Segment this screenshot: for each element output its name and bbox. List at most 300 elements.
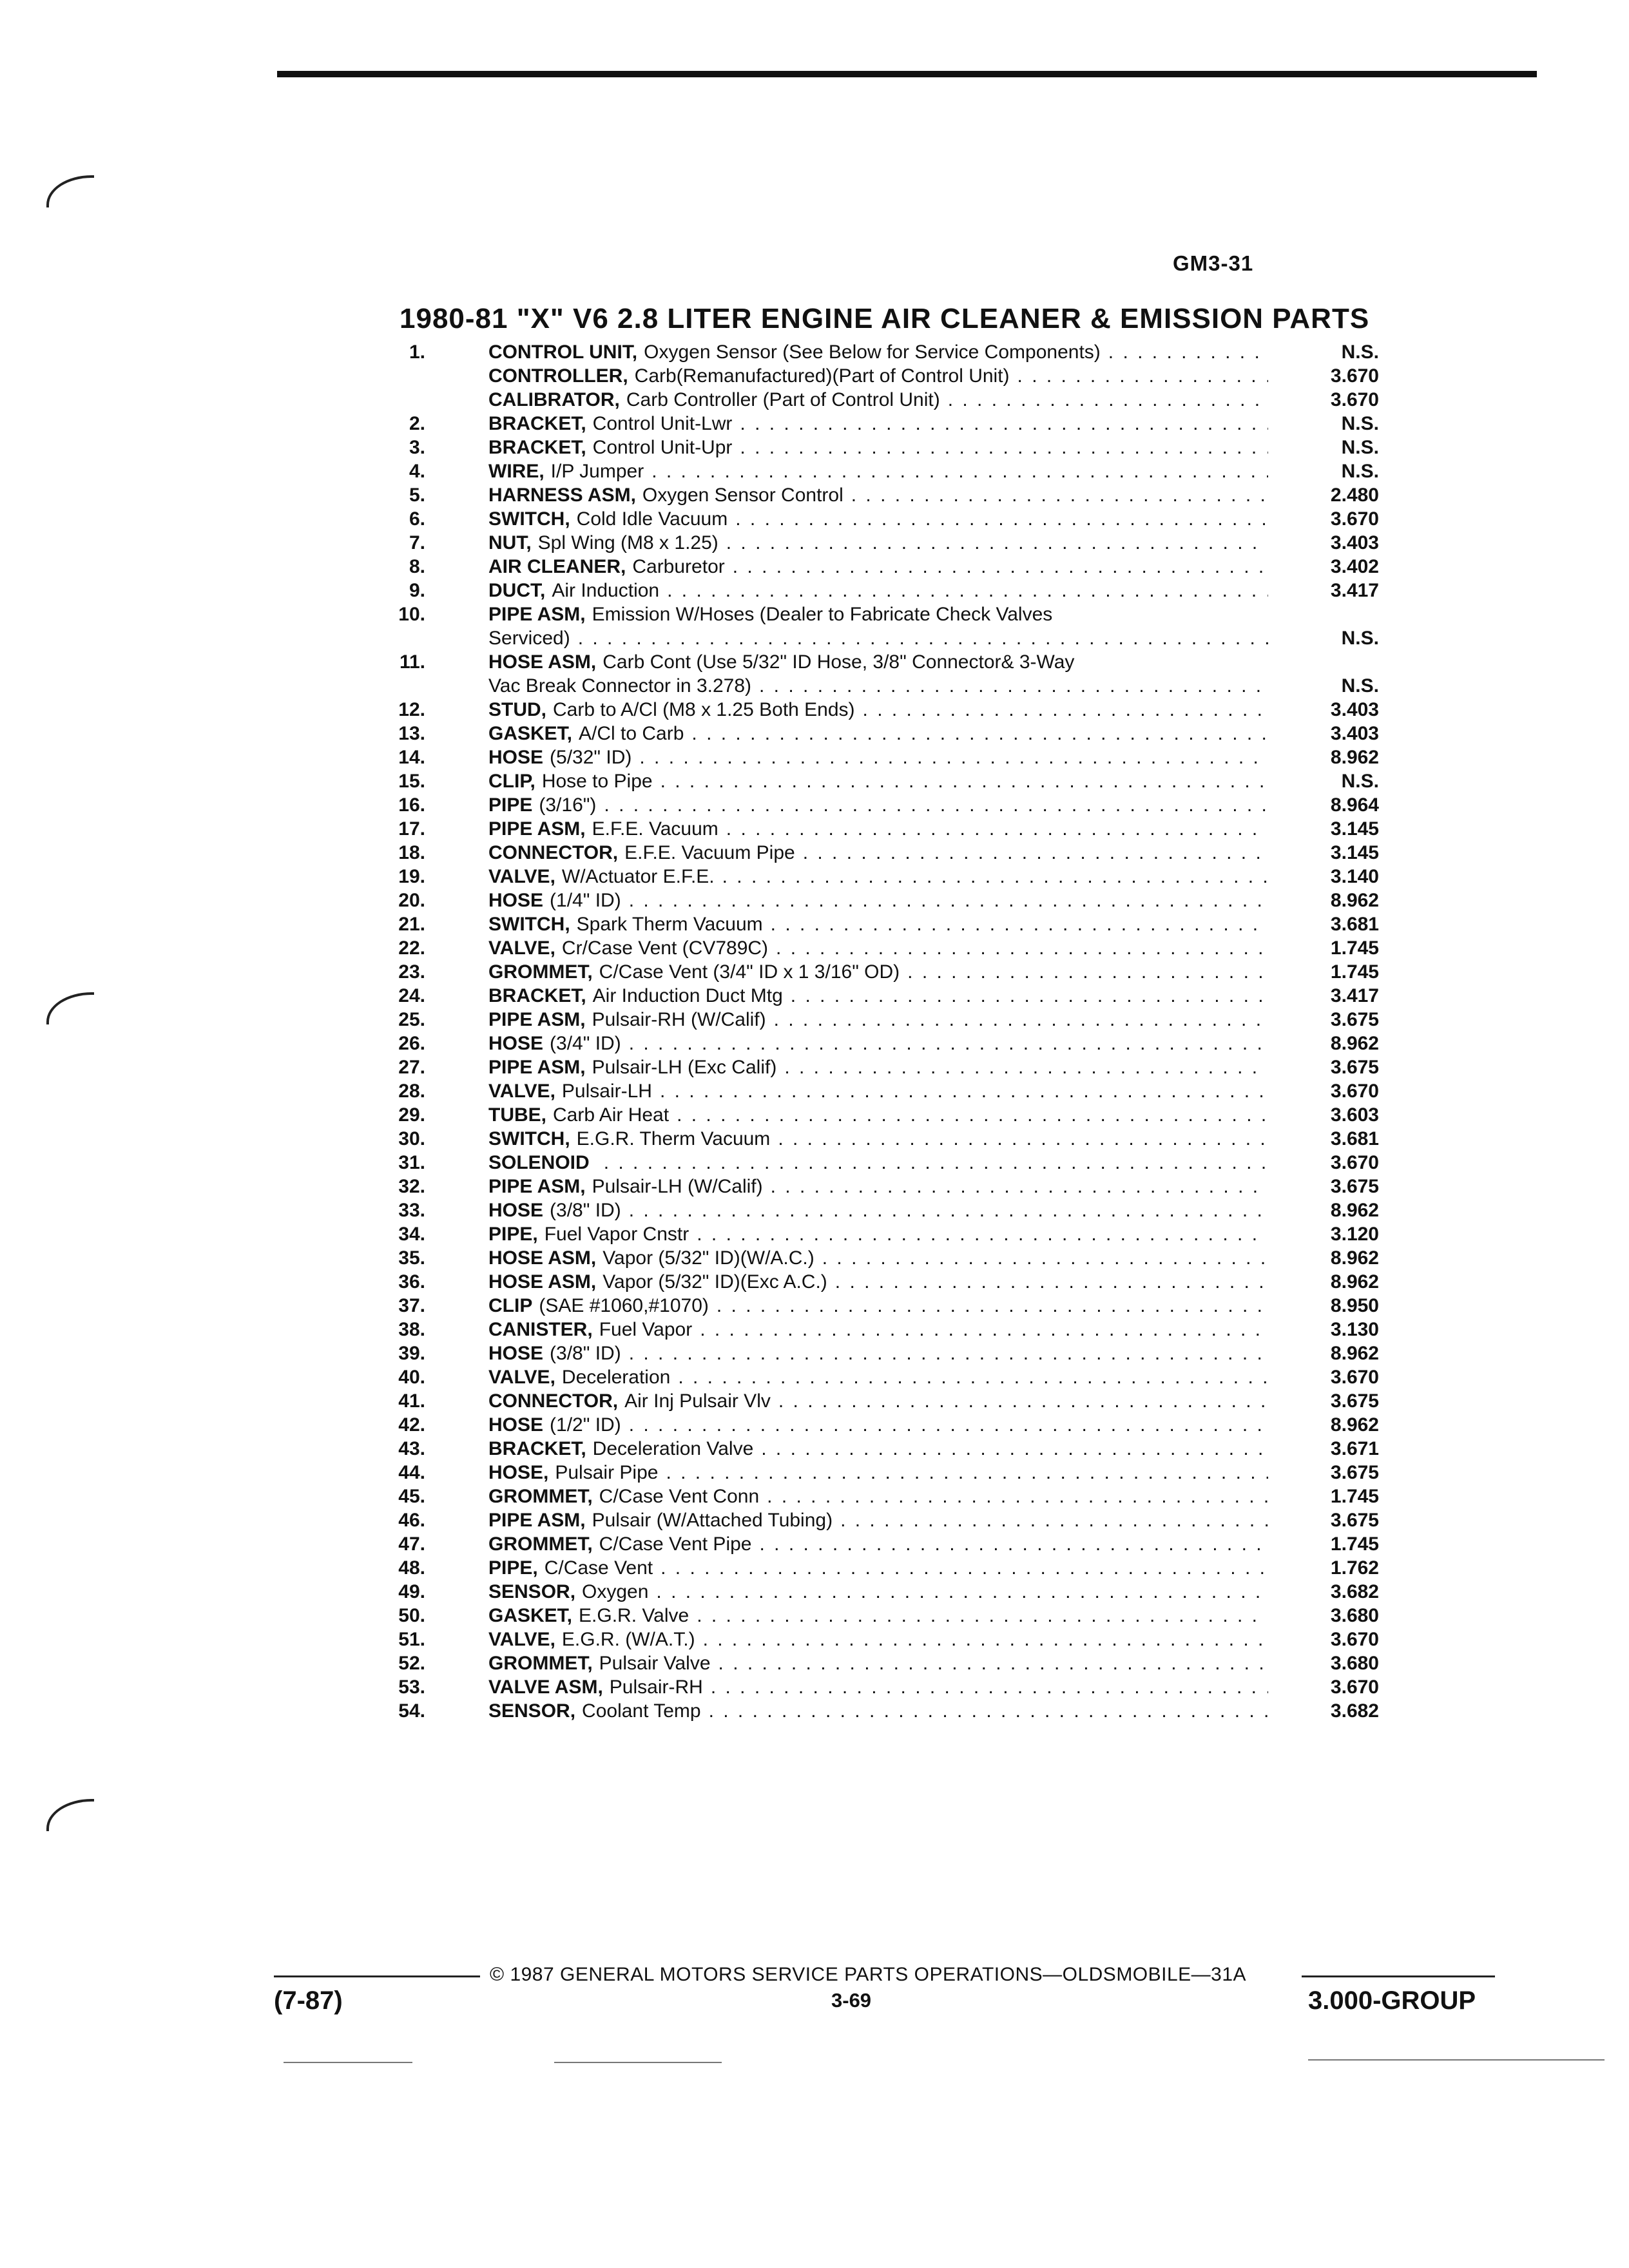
part-row xyxy=(387,1270,1379,1294)
part-row xyxy=(387,889,1379,912)
group-reference: 8.950 xyxy=(1330,1295,1379,1316)
part-name: PIPE ASM, xyxy=(488,1057,586,1078)
part-entry xyxy=(488,1485,1276,1508)
part-entry xyxy=(488,340,1276,364)
part-row xyxy=(387,793,1379,817)
leader-dots xyxy=(578,626,1268,650)
leader-dots xyxy=(733,555,1268,579)
group-reference: 3.675 xyxy=(1330,1009,1379,1030)
group-reference: 8.962 xyxy=(1330,1200,1379,1221)
part-name: HOSE xyxy=(488,1414,544,1436)
leader-dots xyxy=(629,1032,1268,1055)
part-row xyxy=(387,1055,1379,1079)
group-number: 3.000-GROUP xyxy=(1308,1986,1476,2015)
part-name: PIPE ASM, xyxy=(488,1510,586,1531)
part-number: 9. xyxy=(409,580,425,601)
part-row xyxy=(387,841,1379,865)
part-row xyxy=(387,1628,1379,1651)
part-name: GASKET, xyxy=(488,723,573,744)
part-entry xyxy=(488,1413,1276,1437)
part-number: 11. xyxy=(399,651,425,673)
group-reference: 3.682 xyxy=(1330,1581,1379,1602)
leader-dots xyxy=(711,1675,1268,1699)
part-row xyxy=(387,1294,1379,1318)
part-number: 27. xyxy=(398,1057,425,1078)
group-reference: 1.745 xyxy=(1330,1486,1379,1507)
part-row xyxy=(387,579,1379,602)
part-entry xyxy=(488,769,1276,793)
part-name: SENSOR, xyxy=(488,1700,576,1722)
part-description: Carburetor xyxy=(632,556,725,577)
group-reference: 8.962 xyxy=(1330,1414,1379,1436)
part-row xyxy=(387,1556,1379,1580)
leader-dots xyxy=(722,865,1268,889)
leader-dots xyxy=(677,1103,1268,1127)
group-reference: 3.670 xyxy=(1330,1081,1379,1102)
leader-dots xyxy=(678,1365,1268,1389)
leader-dots xyxy=(835,1270,1268,1294)
part-entry xyxy=(488,412,1276,436)
group-reference: 8.962 xyxy=(1330,1247,1379,1269)
leader-dots xyxy=(726,817,1268,841)
part-name: HOSE xyxy=(488,890,544,911)
part-row xyxy=(387,1103,1379,1127)
part-name: SOLENOID xyxy=(488,1152,590,1173)
part-entry xyxy=(488,579,1276,602)
part-row xyxy=(387,1699,1379,1723)
group-reference: 3.402 xyxy=(1330,556,1379,577)
group-reference: 3.680 xyxy=(1330,1605,1379,1626)
part-number: 13. xyxy=(398,723,425,744)
part-entry xyxy=(488,841,1276,865)
page-number: 3-69 xyxy=(831,1989,872,2012)
part-entry xyxy=(488,1246,1276,1270)
part-row xyxy=(387,1389,1379,1413)
part-number: 54. xyxy=(398,1700,425,1722)
top-rule xyxy=(277,71,1537,77)
scan-rule xyxy=(284,2062,412,2063)
punch-mark-icon xyxy=(46,992,94,1024)
group-reference: 3.603 xyxy=(1330,1104,1379,1126)
parts-list xyxy=(387,340,1379,1723)
part-description: Air Inj Pulsair Vlv xyxy=(624,1390,771,1412)
part-entry xyxy=(488,1079,1276,1103)
part-description: Pulsair Pipe xyxy=(555,1462,659,1483)
part-number: 19. xyxy=(398,866,425,887)
part-description: (3/16") xyxy=(539,794,597,816)
leader-dots xyxy=(778,1389,1268,1413)
part-entry xyxy=(488,817,1276,841)
leader-dots xyxy=(629,889,1268,912)
group-reference: 1.745 xyxy=(1330,937,1379,959)
part-description: Pulsair-LH (Exc Calif) xyxy=(592,1057,777,1078)
part-description: Vapor (5/32" ID)(W/A.C.) xyxy=(602,1247,815,1269)
part-description: Carb Cont (Use 5/32" ID Hose, 3/8" Connector& 3-Way xyxy=(602,651,1075,673)
part-description: Cr/Case Vent (CV789C) xyxy=(561,937,769,959)
part-name: SWITCH, xyxy=(488,1128,570,1149)
part-number: 15. xyxy=(398,771,425,792)
part-description: (3/4" ID) xyxy=(550,1033,621,1054)
part-entry xyxy=(488,459,1276,483)
part-name: GROMMET, xyxy=(488,1486,593,1507)
part-row xyxy=(387,1198,1379,1222)
part-name: NUT, xyxy=(488,532,532,553)
part-name: CLIP, xyxy=(488,771,535,792)
part-name: HOSE ASM, xyxy=(488,1247,597,1269)
leader-dots xyxy=(759,1532,1268,1556)
part-name: VALVE, xyxy=(488,937,555,959)
leader-dots xyxy=(629,1341,1268,1365)
part-description: Coolant Temp xyxy=(582,1700,701,1722)
part-name: GASKET, xyxy=(488,1605,573,1626)
part-row xyxy=(387,865,1379,889)
part-name: VALVE ASM, xyxy=(488,1677,603,1698)
leader-dots xyxy=(776,936,1268,960)
part-name: CONTROLLER, xyxy=(488,365,628,387)
part-name: HOSE, xyxy=(488,1462,549,1483)
leader-dots xyxy=(761,1437,1268,1461)
scan-rule xyxy=(1308,2059,1605,2061)
punch-mark-icon xyxy=(46,1799,94,1831)
leader-dots xyxy=(604,793,1268,817)
leader-dots xyxy=(604,1151,1268,1175)
group-reference: 3.675 xyxy=(1330,1510,1379,1531)
part-description: Oxygen Sensor Control xyxy=(642,485,843,506)
group-reference: 3.675 xyxy=(1330,1057,1379,1078)
part-number: 42. xyxy=(398,1414,425,1436)
part-name: VALVE, xyxy=(488,1081,555,1102)
part-description: Hose to Pipe xyxy=(541,771,653,792)
scan-rule xyxy=(554,2062,722,2063)
part-number: 43. xyxy=(398,1438,425,1459)
part-number: 21. xyxy=(398,914,425,935)
group-reference: 3.670 xyxy=(1330,365,1379,387)
part-row xyxy=(387,1365,1379,1389)
part-entry xyxy=(488,1008,1276,1032)
part-row xyxy=(387,1318,1379,1341)
part-number: 1. xyxy=(409,341,425,363)
part-entry xyxy=(488,722,1276,745)
group-reference: N.S. xyxy=(1341,675,1379,697)
part-description: Cold Idle Vacuum xyxy=(576,508,728,530)
part-description: W/Actuator E.F.E. xyxy=(561,866,715,887)
leader-dots xyxy=(1017,364,1268,388)
leader-dots xyxy=(709,1699,1268,1723)
part-number: 6. xyxy=(409,508,425,530)
page-title: 1980-81 "X" V6 2.8 LITER ENGINE AIR CLEANER & EMISSION PARTS xyxy=(400,303,1370,334)
part-row xyxy=(387,817,1379,841)
leader-dots xyxy=(660,769,1268,793)
part-name: CALIBRATOR, xyxy=(488,389,620,410)
part-number: 46. xyxy=(398,1510,425,1531)
part-description: E.F.E. Vacuum xyxy=(592,818,718,840)
part-number: 31. xyxy=(398,1152,425,1173)
part-entry xyxy=(488,1032,1276,1055)
part-number: 3. xyxy=(409,437,425,458)
part-description: C/Case Vent Pipe xyxy=(599,1533,752,1555)
part-entry xyxy=(488,507,1276,531)
part-description: Pulsair Valve xyxy=(599,1653,711,1674)
part-row xyxy=(387,745,1379,769)
group-reference: 1.762 xyxy=(1330,1557,1379,1579)
part-description: Deceleration xyxy=(561,1367,671,1388)
part-row xyxy=(387,1437,1379,1461)
copyright-line: © 1987 GENERAL MOTORS SERVICE PARTS OPERATIONS—OLDSMOBILE—31A xyxy=(490,1964,1247,1985)
part-number: 8. xyxy=(409,556,425,577)
part-description: Carb(Remanufactured)(Part of Control Unit) xyxy=(634,365,1010,387)
part-description: C/Case Vent Conn xyxy=(599,1486,760,1507)
part-entry xyxy=(488,1389,1276,1413)
group-reference: 3.670 xyxy=(1330,1152,1379,1173)
group-reference: 3.417 xyxy=(1330,985,1379,1006)
part-entry xyxy=(488,1580,1276,1604)
part-number: 52. xyxy=(398,1653,425,1674)
leader-dots xyxy=(863,698,1268,722)
punch-mark-icon xyxy=(46,175,94,207)
part-description: (5/32" ID) xyxy=(550,747,632,768)
part-entry xyxy=(488,364,1276,388)
part-entry xyxy=(488,793,1276,817)
leader-dots xyxy=(791,984,1268,1008)
part-number: 41. xyxy=(398,1390,425,1412)
part-row xyxy=(387,1485,1379,1508)
part-row xyxy=(387,1341,1379,1365)
part-row xyxy=(387,1246,1379,1270)
part-row xyxy=(387,769,1379,793)
part-number: 36. xyxy=(398,1271,425,1293)
group-reference: 3.403 xyxy=(1330,532,1379,553)
group-reference: 3.140 xyxy=(1330,866,1379,887)
part-description: Vapor (5/32" ID)(Exc A.C.) xyxy=(602,1271,827,1293)
part-row xyxy=(387,1151,1379,1175)
part-number: 34. xyxy=(398,1224,425,1245)
part-description: Spl Wing (M8 x 1.25) xyxy=(537,532,718,553)
part-row xyxy=(387,507,1379,531)
part-entry xyxy=(488,1604,1276,1628)
group-reference: 3.675 xyxy=(1330,1390,1379,1412)
part-name: CONTROL UNIT, xyxy=(488,341,638,363)
part-name: VALVE, xyxy=(488,1629,555,1650)
part-number: 24. xyxy=(398,985,425,1006)
part-number: 22. xyxy=(398,937,425,959)
part-name: PIPE xyxy=(488,794,533,816)
part-entry xyxy=(488,650,1276,674)
part-number: 47. xyxy=(398,1533,425,1555)
leader-dots xyxy=(740,436,1268,459)
part-number: 50. xyxy=(398,1605,425,1626)
part-number: 17. xyxy=(398,818,425,840)
part-entry xyxy=(488,1198,1276,1222)
part-row xyxy=(387,364,1379,388)
group-reference: N.S. xyxy=(1341,771,1379,792)
part-description: Oxygen xyxy=(582,1581,649,1602)
part-number: 35. xyxy=(398,1247,425,1269)
group-reference: 3.130 xyxy=(1330,1319,1379,1340)
part-entry xyxy=(488,436,1276,459)
part-entry xyxy=(488,531,1276,555)
part-description: (SAE #1060,#1070) xyxy=(539,1295,709,1316)
part-row xyxy=(387,1079,1379,1103)
part-number: 45. xyxy=(398,1486,425,1507)
part-number: 40. xyxy=(398,1367,425,1388)
part-name: HOSE xyxy=(488,1200,544,1221)
part-number: 49. xyxy=(398,1581,425,1602)
group-reference: 3.145 xyxy=(1330,842,1379,863)
part-description-continued: Serviced) xyxy=(488,628,570,649)
part-entry xyxy=(488,1628,1276,1651)
leader-dots xyxy=(803,841,1268,865)
part-description: C/Case Vent xyxy=(544,1557,653,1579)
group-reference: 3.670 xyxy=(1330,1629,1379,1650)
part-name: BRACKET, xyxy=(488,413,586,434)
part-entry xyxy=(488,912,1276,936)
part-description: (3/8" ID) xyxy=(550,1200,621,1221)
part-row xyxy=(387,1675,1379,1699)
part-entry xyxy=(488,1675,1276,1699)
part-row-continued xyxy=(387,674,1379,698)
part-description: Pulsair-LH (W/Calif) xyxy=(592,1176,763,1197)
group-reference: 3.671 xyxy=(1330,1438,1379,1459)
part-description: (1/4" ID) xyxy=(550,890,621,911)
part-name: CANISTER, xyxy=(488,1319,593,1340)
leader-dots xyxy=(666,1461,1268,1485)
leader-dots xyxy=(703,1628,1268,1651)
part-entry xyxy=(488,936,1276,960)
part-name: PIPE ASM, xyxy=(488,1176,586,1197)
part-name: HARNESS ASM, xyxy=(488,485,636,506)
part-description: (3/8" ID) xyxy=(550,1343,621,1364)
part-number: 26. xyxy=(398,1033,425,1054)
part-description: Pulsair-LH xyxy=(561,1081,652,1102)
part-number: 51. xyxy=(398,1629,425,1650)
part-number: 18. xyxy=(398,842,425,863)
group-reference: 3.403 xyxy=(1330,699,1379,720)
part-number: 5. xyxy=(409,485,425,506)
part-description: Air Induction Duct Mtg xyxy=(592,985,783,1006)
part-description: Control Unit-Upr xyxy=(592,437,733,458)
part-entry xyxy=(488,1556,1276,1580)
part-row xyxy=(387,936,1379,960)
group-reference: 8.962 xyxy=(1330,1343,1379,1364)
part-number: 12. xyxy=(398,699,425,720)
leader-dots xyxy=(660,1079,1268,1103)
part-description: Pulsair (W/Attached Tubing) xyxy=(592,1510,833,1531)
part-number: 14. xyxy=(398,747,425,768)
catalog-code: GM3-31 xyxy=(1173,251,1254,275)
part-row xyxy=(387,1461,1379,1485)
part-entry xyxy=(488,1318,1276,1341)
part-entry xyxy=(488,1103,1276,1127)
part-row xyxy=(387,1508,1379,1532)
part-row xyxy=(387,1175,1379,1198)
part-row xyxy=(387,1532,1379,1556)
group-reference: 8.962 xyxy=(1330,1271,1379,1293)
part-name: PIPE, xyxy=(488,1224,538,1245)
part-row xyxy=(387,1413,1379,1437)
leader-dots xyxy=(639,745,1268,769)
group-reference: 3.680 xyxy=(1330,1653,1379,1674)
part-entry xyxy=(488,1461,1276,1485)
footer-rule-right xyxy=(1302,1975,1495,1977)
leader-dots xyxy=(822,1246,1268,1270)
part-description: E.G.R. Valve xyxy=(579,1605,689,1626)
part-row xyxy=(387,912,1379,936)
part-name: CLIP xyxy=(488,1295,533,1316)
part-entry xyxy=(488,1055,1276,1079)
leader-dots xyxy=(759,674,1268,698)
part-description: Pulsair-RH (W/Calif) xyxy=(592,1009,766,1030)
part-number: 25. xyxy=(398,1009,425,1030)
part-name: HOSE ASM, xyxy=(488,1271,597,1293)
part-row xyxy=(387,555,1379,579)
part-name: GROMMET, xyxy=(488,1653,593,1674)
part-entry xyxy=(488,1127,1276,1151)
part-description: E.G.R. Therm Vacuum xyxy=(576,1128,771,1149)
group-reference: 3.670 xyxy=(1330,389,1379,410)
group-reference: 3.403 xyxy=(1330,723,1379,744)
part-number: 32. xyxy=(398,1176,425,1197)
leader-dots xyxy=(718,1651,1268,1675)
group-reference: 3.675 xyxy=(1330,1176,1379,1197)
group-reference: N.S. xyxy=(1341,628,1379,649)
part-row-continued xyxy=(387,626,1379,650)
leader-dots xyxy=(700,1318,1268,1341)
part-description: I/P Jumper xyxy=(550,461,644,482)
part-name: SENSOR, xyxy=(488,1581,576,1602)
part-name: CONNECTOR, xyxy=(488,1390,619,1412)
part-row xyxy=(387,1651,1379,1675)
part-row xyxy=(387,1604,1379,1628)
part-name: CONNECTOR, xyxy=(488,842,619,863)
leader-dots xyxy=(840,1508,1268,1532)
leader-dots xyxy=(771,912,1268,936)
part-row xyxy=(387,1008,1379,1032)
part-entry xyxy=(488,745,1276,769)
part-row xyxy=(387,483,1379,507)
group-reference: 3.145 xyxy=(1330,818,1379,840)
part-row xyxy=(387,984,1379,1008)
part-entry xyxy=(488,865,1276,889)
group-reference: N.S. xyxy=(1341,461,1379,482)
part-row xyxy=(387,436,1379,459)
group-reference: 3.681 xyxy=(1330,914,1379,935)
leader-dots xyxy=(948,388,1268,412)
part-row xyxy=(387,1580,1379,1604)
part-number: 37. xyxy=(398,1295,425,1316)
part-number: 7. xyxy=(409,532,425,553)
part-number: 4. xyxy=(409,461,425,482)
part-entry xyxy=(488,1175,1276,1198)
part-name: SWITCH, xyxy=(488,914,570,935)
part-description: C/Case Vent (3/4" ID x 1 3/16" OD) xyxy=(599,961,900,983)
footer-rule-left xyxy=(274,1975,480,1977)
part-description: E.F.E. Vacuum Pipe xyxy=(624,842,795,863)
group-reference: 3.120 xyxy=(1330,1224,1379,1245)
group-reference: 3.670 xyxy=(1330,508,1379,530)
part-row xyxy=(387,388,1379,412)
leader-dots xyxy=(717,1294,1268,1318)
leader-dots xyxy=(726,531,1268,555)
leader-dots xyxy=(697,1222,1268,1246)
part-name: GROMMET, xyxy=(488,961,593,983)
part-entry xyxy=(488,960,1276,984)
part-row xyxy=(387,650,1379,674)
part-number: 38. xyxy=(398,1319,425,1340)
part-name: HOSE ASM, xyxy=(488,651,597,673)
part-name: GROMMET, xyxy=(488,1533,593,1555)
part-row xyxy=(387,960,1379,984)
part-row xyxy=(387,1127,1379,1151)
